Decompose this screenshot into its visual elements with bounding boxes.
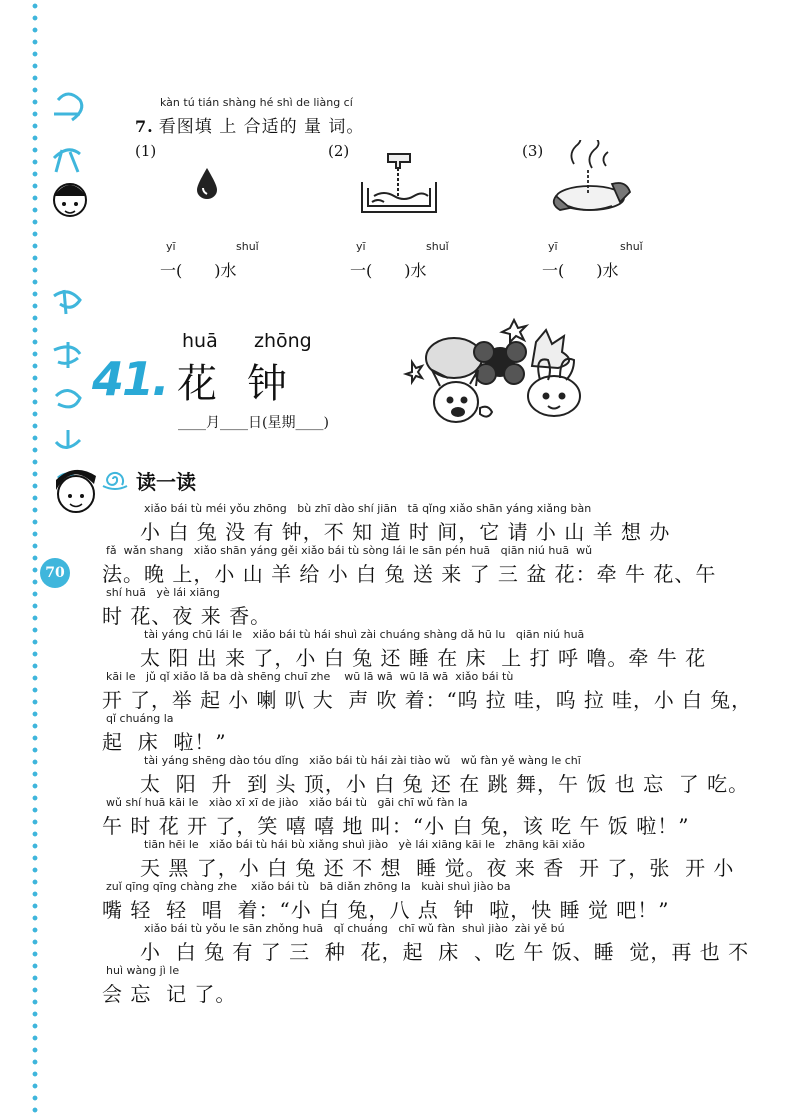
item-2-pinyin-yi: yī	[356, 240, 366, 253]
passage-pinyin-line: huì wàng jì le	[106, 964, 180, 977]
item-3-pinyin-yi: yī	[548, 240, 558, 253]
passage-pinyin-line: fǎ wǎn shang xiǎo shān yáng gěi xiǎo bái tù sòng lái le sān pén huā qiān niú huā wǔ	[106, 544, 593, 557]
passage-pinyin-line: tài yáng shēng dào tóu dǐng xiǎo bái tù hái zài tiào wǔ wǔ fàn yě wàng le chī	[144, 754, 581, 767]
exercise-heading	[135, 112, 364, 137]
read-section-title: 读一读	[136, 470, 196, 494]
water-drop-icon	[194, 166, 220, 200]
passage-text-line: 太 阳 出 来 了，小 白 兔 还 睡 在 床 上 打 呼 噜。牵 牛 花	[140, 646, 707, 670]
passage-text-line: 小 白 兔 有 了 三 种 花，起 床 、吃 午 饭、睡 觉，再 也 不	[140, 940, 750, 964]
passage-text-line: 起 床 啦！”	[102, 730, 227, 754]
spiral-icon	[100, 466, 130, 492]
passage-pinyin-line: shí huā yè lái xiāng	[106, 586, 220, 599]
lesson-title: 花钟	[177, 361, 317, 407]
passage-pinyin-line: tiān hēi le xiǎo bái tù hái bù xiǎng shuì jiào yè lái xiāng kāi le zhāng kāi xiǎo	[144, 838, 586, 851]
hot-spring-icon	[548, 140, 634, 220]
lesson-title-pinyin: huā zhōng	[182, 330, 312, 352]
item-1-blank[interactable]: 一( )水	[160, 261, 237, 280]
passage-text-line: 嘴 轻 轻 唱 着：“小 白 兔，八 点 钟 啦，快 睡 觉 吧！”	[102, 898, 670, 922]
girl-face-icon	[54, 184, 86, 216]
item-1-pinyin-shui: shuǐ	[236, 240, 259, 253]
passage-pinyin-line: qǐ chuáng la	[106, 712, 174, 725]
dotted-margin-line	[30, 0, 40, 1115]
exercise-title: 看图填 上 合适的 量 词。	[158, 117, 365, 137]
passage-text-line: 时 花、夜 来 香。	[102, 604, 272, 628]
exercise-pinyin: kàn tú tián shàng hé shì de liàng cí	[160, 96, 353, 109]
date-line: ____月____日(星期____)	[178, 415, 329, 431]
item-3-label: (3)	[522, 142, 544, 160]
passage-pinyin-line: tài yáng chū lái le xiǎo bái tù hái shuì zài chuáng shàng dǎ hū lu qiān niú huā	[144, 628, 585, 641]
boy-face-icon	[48, 464, 102, 520]
passage-pinyin-line: xiǎo bái tù yǒu le sān zhǒng huā qǐ chuáng chī wǔ fàn shuì jiào zài yě bú	[144, 922, 565, 935]
item-2-blank[interactable]: 一( )水	[350, 261, 427, 280]
flowers-and-animals-illustration	[396, 312, 606, 432]
passage-text-line: 开 了，举 起 小 喇 叭 大 声 吹 着：“呜 拉 哇，呜 拉 哇，小 白 兔，	[102, 688, 752, 712]
item-1-pinyin-yi: yī	[166, 240, 176, 253]
faucet-basin-icon	[358, 148, 440, 220]
page-number: 70	[40, 558, 70, 588]
passage-pinyin-line: kāi le jǔ qǐ xiǎo lǎ ba dà shēng chuī zhe wū lā wā wū lā wā xiǎo bái tù	[106, 670, 514, 683]
passage-pinyin-line: xiǎo bái tù méi yǒu zhōng bù zhī dào shí jiān tā qǐng xiǎo shān yáng xiǎng bàn	[144, 502, 592, 515]
passage-pinyin-line: zuǐ qīng qīng chàng zhe xiǎo bái tù bā diǎn zhōng la kuài shuì jiào ba	[106, 880, 511, 893]
passage-text-line: 午 时 花 开 了，笑 嘻 嘻 地 叫：“小 白 兔，该 吃 午 饭 啦！”	[102, 814, 690, 838]
passage-pinyin-line: wǔ shí huā kāi le xiào xī xī de jiào xiǎo bái tù gāi chī wǔ fàn la	[106, 796, 468, 809]
item-2-label: (2)	[328, 142, 350, 160]
lesson-number: 41.	[92, 352, 168, 406]
passage-text-line: 会 忘 记 了。	[102, 982, 237, 1006]
exercise-number: 7.	[135, 117, 154, 136]
item-2-pinyin-shui: shuǐ	[426, 240, 449, 253]
passage-text-line: 小 白 兔 没 有 钟，不 知 道 时 间，它 请 小 山 羊 想 办	[140, 520, 671, 544]
item-1-label: (1)	[135, 142, 157, 160]
side-title-decoration	[40, 80, 100, 490]
passage-text-line: 法。晚 上，小 山 羊 给 小 白 兔 送 来 了 三 盆 花：牵 牛 花、午	[102, 562, 717, 586]
item-3-blank[interactable]: 一( )水	[542, 261, 619, 280]
item-3-pinyin-shui: shuǐ	[620, 240, 643, 253]
passage-text-line: 天 黑 了，小 白 兔 还 不 想 睡 觉。夜 来 香 开 了，张 开 小	[140, 856, 735, 880]
passage-text-line: 太 阳 升 到 头 顶，小 白 兔 还 在 跳 舞，午 饭 也 忘 了 吃。	[140, 772, 750, 796]
